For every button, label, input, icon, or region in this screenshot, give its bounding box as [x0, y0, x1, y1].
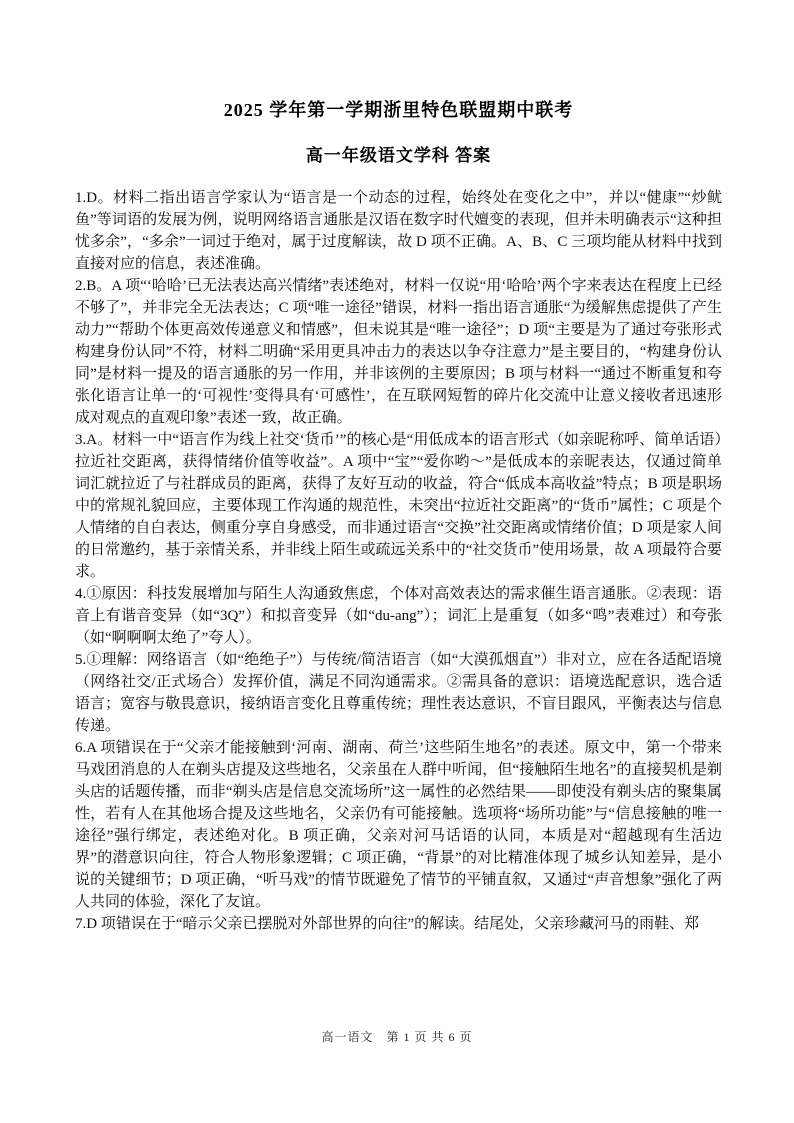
document-subtitle: 高一年级语文学科 答案: [305, 146, 492, 165]
answer-item-4: 4.①原因：科技发展增加与陌生人沟通致焦虑，个体对高效表达的需求催生语言通胀。②表现：语音上有谐音变异（如“3Q”）和拟音变异（如“du-ang”）；词汇上是重复（如多“鸣”表难过）和夸张（如“啊啊啊太绝了”夸人）。: [75, 586, 722, 646]
answer-item-7: 7.D 项错误在于“暗示父亲已摆脱对外部世界的向往”的解读。结尾处，父亲珍藏河马的雨鞋、郑: [75, 916, 700, 932]
answer-item-6: 6.A 项错误在于“父亲才能接触到‘河南、湖南、荷兰’这些陌生地名”的表述。原文中，第一个带来马戏团消息的人在剃头店提及这些地名，父亲虽在人群中听闻，但“接触陌生地名”的直接契机是剃头店的话题传播，而非“剃头店是信息交流场所”这一属性的必然结果——即使没有剃头店的聚集属性，若有人在其他场合提及这些地名，父亲仍有可能接触。选项将“场所功能”与“信息接触的唯一途径”强行绑定，表述绝对化。B 项正确，父亲对河马话语的认同，本质是对“超越现有生活边界”的潜意识向往，符合人物形象逻辑；C 项正确，“背景”的对比精准体现了城乡认知差异，是小说的关键细节；D 项正确，“听马戏”的情节既避免了情节的平铺直叙，又通过“声音想象”强化了两人共同的体验，深化了友谊。: [75, 740, 722, 910]
answers-section: [75, 187, 722, 935]
answer-item-3: 3.A。材料一中“语言作为线上社交‘货币’”的核心是“用低成本的语言形式（如亲昵称呼、简单话语）拉近社交距离，获得情绪价值等收益”。A 项中“宝”“爱你哟～”是低成本的亲昵表达，仅通过简单词汇就拉近了与社群成员的距离，获得了友好互动的收益，符合“低成本高收益”特点；B 项是职场中的常规礼貌回应，主要体现工作沟通的规范性，未突出“拉近社交距离”的“货币”属性；C 项是个人情绪的自白表达，侧重分享自身感受，而非通过语言“交换”社交距离或情绪价值；D 项是家人间的日常邀约，基于亲情关系，并非线上陌生或疏远关系中的“社交货币”使用场景，故 A 项最符合要求。: [75, 432, 722, 580]
answer-item-2: 2.B。A 项“‘哈哈’已无法表达高兴情绪”表述绝对，材料一仅说“用‘哈哈’两个字来表达在程度上已经不够了”，并非完全无法表达；C 项“唯一途径”错误，材料一指出语言通胀“为缓解焦虑提供了产生动力”“帮助个体更高效传递意义和情感”，但未说其是“唯一途径”；D 项“主要是为了通过夸张形式构建身份认同”不符，材料二明确“采用更具冲击力的表达以争夺注意力”是主要目的，“构建身份认同”是材料一提及的语言通胀的另一作用，并非该例的主要原因；B 项与材料一“通过不断重复和夸张化语言让单一的‘可视性’变得具有‘可感性’，在互联网短暂的碎片化交流中让意义接收者迅速形成对观点的直观印象”表述一致，故正确。: [75, 278, 722, 426]
answer-item-1: 1.D。材料二指出语言学家认为“语言是一个动态的过程，始终处在变化之中”，并以“健康”“炒鱿鱼”等词语的发展为例，说明网络语言通胀是汉语在数字时代嬗变的表现，但并未明确表示“这种担忧多余”，“多余”一词过于绝对，属于过度解读，故 D 项不正确。A、B、C 三项均能从材料中找到直接对应的信息，表述准确。: [75, 190, 722, 272]
page-footer: 高一语文 第 1 页 共 6 页: [321, 1030, 473, 1044]
document-title: 2025 学年第一学期浙里特色联盟期中联考: [223, 100, 574, 120]
answer-item-5: 5.①理解：网络语言（如“绝绝子”）与传统/简洁语言（如“大漠孤烟直”）非对立，应在各适配语境（网络社交/正式场合）发挥价值，满足不同沟通需求。②需具备的意识：语境选配意识，选合适语言；宽容与敬畏意识，接纳语言变化且尊重传统；理性表达意识，不盲目跟风，平衡表达与信息传递。: [75, 652, 722, 734]
